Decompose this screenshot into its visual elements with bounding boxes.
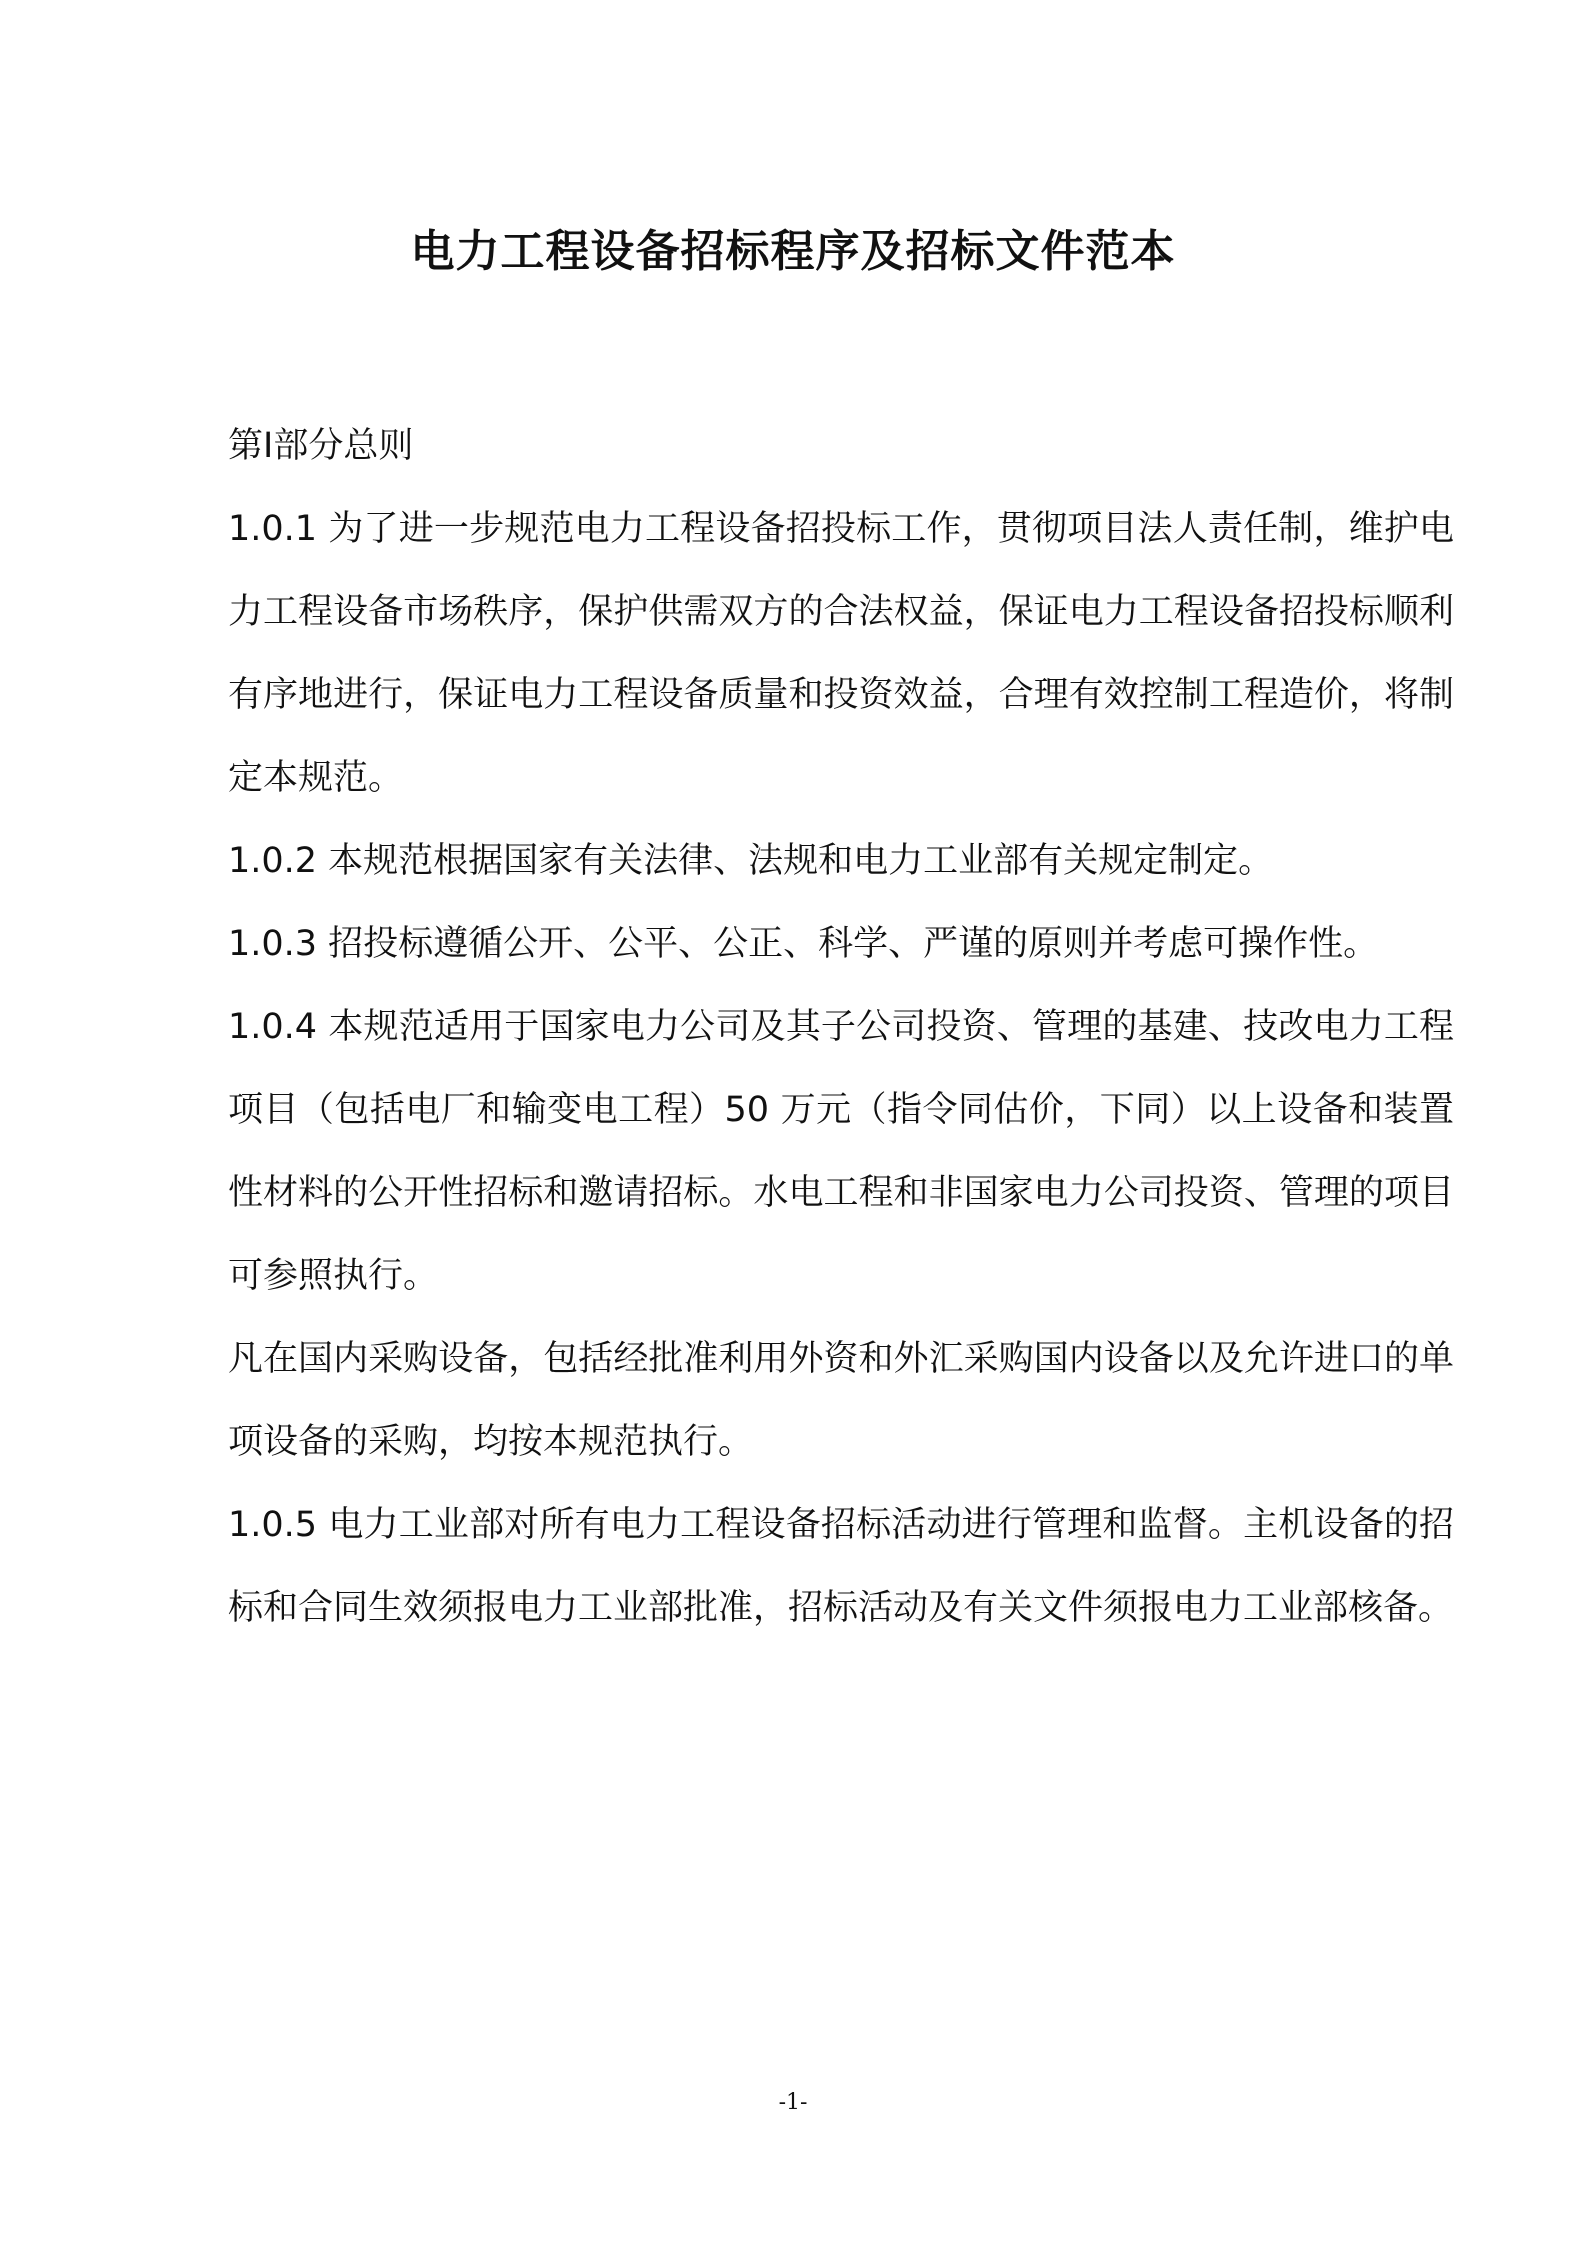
paragraph-1-0-4: 1.0.4 本规范适用于国家电力公司及其子公司投资、管理的基建、技改电力工程项目（包括电厂和输变电工程）50 万元（指令同估价，下同）以上设备和装置性材料的公开性招标和邀请招标。水电工程和非国家电力公司投资、管理的项目可参照执行。 — [228, 1007, 1454, 1296]
paragraph-domestic-procurement: 凡在国内采购设备，包括经批准利用外资和外汇采购国内设备以及允许进口的单项设备的采购，均按本规范执行。 — [228, 1339, 1454, 1462]
document-title: 电力工程设备招标程序及招标文件范本 — [410, 226, 1176, 277]
paragraph-1-0-2: 1.0.2 本规范根据国家有关法律、法规和电力工业部有关规定制定。 — [228, 841, 1274, 881]
paragraph-1-0-3: 1.0.3 招投标遵循公开、公平、公正、科学、严谨的原则并考虑可操作性。 — [228, 924, 1379, 964]
paragraph-1-0-5: 1.0.5 电力工业部对所有电力工程设备招标活动进行管理和监督。主机设备的招标和合同生效须报电力工业部批准，招标活动及有关文件须报电力工业部核备。 — [228, 1505, 1454, 1628]
paragraph-1-0-1: 1.0.1 为了进一步规范电力工程设备招投标工作，贯彻项目法人责任制，维护电力工程设备市场秩序，保护供需双方的合法权益，保证电力工程设备招投标顺利有序地进行，保证电力工程设备质量和投资效益，合理有效控制工程造价，将制定本规范。 — [228, 509, 1454, 798]
page-number: -1- — [778, 2090, 808, 2115]
document-body — [228, 405, 1454, 1650]
section-heading: 第Ⅰ部分总则 — [228, 426, 414, 466]
